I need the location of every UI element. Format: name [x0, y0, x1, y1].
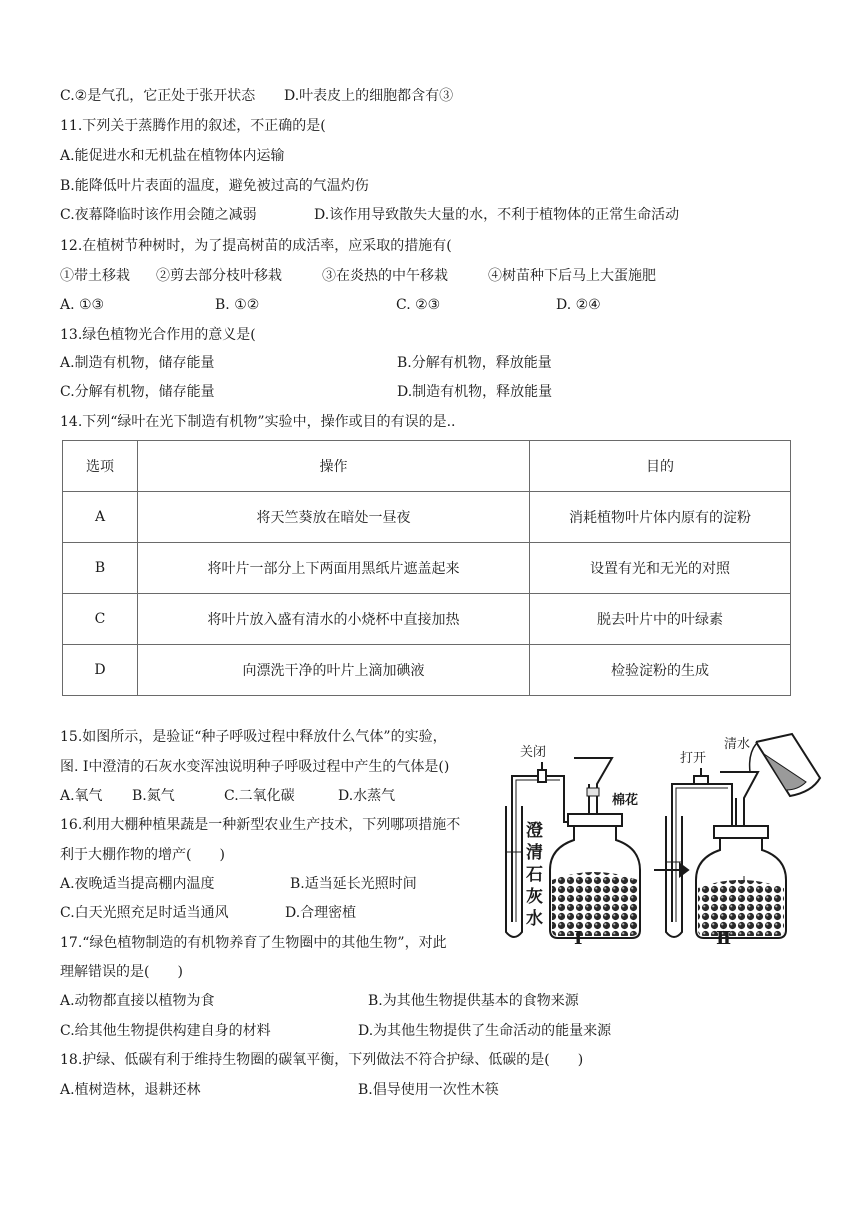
seeds-1-icon — [552, 872, 638, 936]
q12-option-d: D. ②④ — [556, 297, 601, 313]
cell-option: D — [63, 645, 138, 696]
cell-option: B — [63, 543, 138, 594]
q12-option-a: A. ①③ — [60, 297, 105, 313]
q13-option-d: D.制造有机物，释放能量 — [397, 384, 553, 400]
q13-option-b: B.分解有机物，释放能量 — [397, 355, 552, 371]
q16-stem-line2: 利于大棚作物的增产( ) — [60, 847, 225, 863]
seeds-2-icon — [698, 880, 784, 936]
q15-option-a: A.氧气 — [60, 788, 103, 804]
header-option: 选项 — [63, 441, 138, 492]
q15-stem-line2: 图. Ⅰ中澄清的石灰水变浑浊说明种子呼吸过程中产生的气体是() — [60, 759, 450, 775]
q16-option-c: C.白天光照充足时适当通风 — [60, 905, 229, 921]
q12-measure-3: ③在炎热的中午移栽 — [322, 268, 448, 284]
q12-measure-1: ①带土移栽 — [60, 268, 130, 284]
table-row — [63, 543, 791, 594]
label-open: 打开 — [680, 751, 707, 766]
cell-operation: 将天竺葵放在暗处一昼夜 — [138, 492, 530, 543]
funnel-2-icon — [720, 772, 758, 826]
q11-stem: 11.下列关于蒸腾作用的叙述，不正确的是( — [60, 118, 326, 134]
funnel-1-icon — [574, 758, 612, 814]
limewater-char: 清 — [526, 843, 543, 863]
stopper-1-icon — [568, 814, 622, 826]
test-tube-1-icon — [506, 806, 522, 937]
q16-option-d: D.合理密植 — [285, 905, 357, 921]
header-purpose: 目的 — [530, 441, 791, 492]
cell-purpose: 检验淀粉的生成 — [530, 645, 791, 696]
limewater-char: 澄 — [526, 821, 543, 841]
q17-stem-line2: 理解错误的是( ) — [60, 964, 183, 980]
cell-operation: 向漂洗干净的叶片上滴加碘液 — [138, 645, 530, 696]
cell-purpose: 消耗植物叶片体内原有的淀粉 — [530, 492, 791, 543]
q14-table — [62, 440, 791, 696]
q16-option-a: A.夜晚适当提高棚内温度 — [60, 876, 215, 892]
q15-option-b: B.氮气 — [132, 788, 175, 804]
q16-option-b: B.适当延长光照时间 — [290, 876, 417, 892]
q11-option-d: D.该作用导致散失大量的水，不利于植物体的正常生命活动 — [314, 207, 680, 223]
label-closed: 关闭 — [520, 745, 547, 760]
cell-option: A — [63, 492, 138, 543]
q15-stem-line1: 15.如图所示，是验证“种子呼吸过程中释放什么气体”的实验， — [60, 729, 447, 745]
valve-open-icon — [694, 776, 708, 784]
q18-option-a: A.植树造林，退耕还林 — [60, 1082, 201, 1098]
q12-option-c: C. ②③ — [396, 297, 441, 313]
cell-purpose: 设置有光和无光的对照 — [530, 543, 791, 594]
q17-stem-line1: 17.“绿色植物制造的有机物养育了生物圈中的其他生物”，对此 — [60, 935, 447, 951]
stopper-2-icon — [714, 826, 768, 838]
limewater-char: 水 — [526, 909, 543, 929]
valve-closed-icon — [538, 770, 546, 782]
cell-option: C — [63, 594, 138, 645]
q15-option-d: D.水蒸气 — [338, 788, 396, 804]
label-cotton: 棉花 — [612, 793, 639, 808]
q12-option-b: B. ①② — [215, 297, 260, 313]
q18-option-b: B.倡导使用一次性木筷 — [358, 1082, 499, 1098]
q17-option-c: C.给其他生物提供构建自身的材料 — [60, 1023, 271, 1039]
table-row — [63, 645, 791, 696]
label-setup-2: Ⅱ — [716, 928, 732, 948]
q17-option-b: B.为其他生物提供基本的食物来源 — [368, 993, 579, 1009]
cell-operation: 将叶片一部分上下两面用黑纸片遮盖起来 — [138, 543, 530, 594]
q18-stem: 18.护绿、低碳有利于维持生物圈的碳氧平衡，下列做法不符合护绿、低碳的是( ) — [60, 1052, 584, 1068]
q13-option-c: C.分解有机物，储存能量 — [60, 384, 215, 400]
seed-respiration-figure — [494, 732, 840, 948]
q15-option-c: C.二氧化碳 — [224, 788, 295, 804]
q10-option-d: D.叶表皮上的细胞都含有③ — [284, 88, 454, 104]
q13-stem: 13.绿色植物光合作用的意义是( — [60, 327, 256, 343]
cell-operation: 将叶片放入盛有清水的小烧杯中直接加热 — [138, 594, 530, 645]
q17-option-a: A.动物都直接以植物为食 — [60, 993, 215, 1009]
table-row — [63, 492, 791, 543]
cell-purpose: 脱去叶片中的叶绿素 — [530, 594, 791, 645]
q12-stem: 12.在植树节种树时，为了提高树苗的成活率，应采取的措施有( — [60, 238, 452, 254]
q12-measure-4: ④树苗种下后马上大蛋施肥 — [488, 268, 656, 284]
header-operation: 操作 — [138, 441, 530, 492]
table-header-row — [63, 441, 791, 492]
q13-option-a: A.制造有机物，储存能量 — [60, 355, 215, 371]
q11-option-a: A.能促进水和无机盐在植物体内运输 — [60, 148, 285, 164]
limewater-char: 灰 — [526, 887, 543, 907]
table-row — [63, 594, 791, 645]
q10-option-c: C.②是气孔，它正处于张开状态 — [60, 88, 256, 104]
label-setup-1: Ⅰ — [574, 928, 583, 948]
q11-option-b: B.能降低叶片表面的温度，避免被过高的气温灼伤 — [60, 178, 369, 194]
q16-stem-line1: 16.利用大棚种植果蔬是一种新型农业生产技术，下列哪项措施不 — [60, 817, 461, 833]
q12-measure-2: ②剪去部分枝叶移栽 — [156, 268, 282, 284]
q14-stem: 14.下列“绿叶在光下制造有机物”实验中，操作或目的有误的是.. — [60, 414, 456, 430]
q17-option-d: D.为其他生物提供了生命活动的能量来源 — [358, 1023, 612, 1039]
label-water: 清水 — [724, 737, 751, 752]
q11-option-c: C.夜幕降临时该作用会随之减弱 — [60, 207, 257, 223]
limewater-char: 石 — [526, 865, 543, 885]
